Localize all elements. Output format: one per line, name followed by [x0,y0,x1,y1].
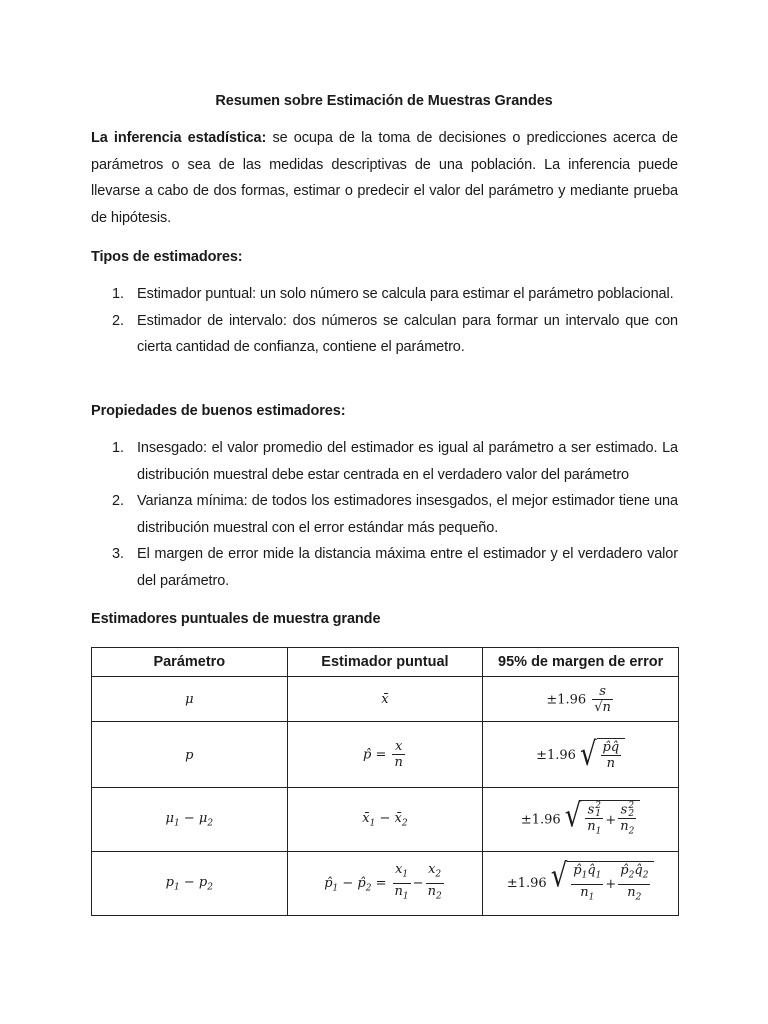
propiedades-list [91,435,678,594]
list-item: 2. Estimador de intervalo: dos números se calculan para formar un intervalo que con cierta cantidad de confianza, contiene el parámetro. [112,312,678,355]
estimador-cell: $p̂_1$ − $p̂_2$ = $\frac{x_1}{n_1}$ − $\frac{x_2}{n_2}$ [287,852,483,916]
tipos-list [91,281,678,361]
table-row [92,722,679,788]
estimators-table [91,647,679,916]
document-title: Resumen sobre Estimación de Muestras Grandes [215,93,553,109]
column-header: Parámetro [92,648,288,677]
parametro-cell: p [92,722,288,788]
intro-text: se ocupa de la toma de decisiones o predicciones acerca de parámetros o sea de las medidas descriptivas de una población. La inferencia puede llevarse a cabo de dos formas, estimar o predecir el valor del parámetro y mediante prueba de hipótesis. [91,130,678,226]
margen-cell: ±1.96 $\frac{s}{√n}$ [483,677,679,722]
estimador-cell: $x̄_1$ − $x̄_2$ [287,788,483,852]
column-header: Estimador puntual [287,648,483,677]
intro-label: La inferencia estadística: [91,130,267,146]
table-row [92,677,679,722]
table-heading: Estimadores puntuales de muestra grande [91,611,381,627]
estimador-cell: x̄ [287,677,483,722]
table-row [92,852,679,916]
list-item: 3. El margen de error mide la distancia máxima entre el estimador y el verdadero valor del parámetro. [112,546,678,589]
intro-paragraph [91,125,678,231]
margen-cell: ±1.96 √ s 2 1 $n_1$ + s 2 2 $n_2$ [483,788,679,852]
estimador-cell: p̂ = $\frac{x}{n}$ [287,722,483,788]
parametro-cell: μ [92,677,288,722]
list-item: 1. Estimador puntual: un solo número se calcula para estimar el parámetro poblacional. [112,286,674,302]
list-item: 1. Insesgado: el valor promedio del estimador es igual al parámetro a ser estimado. La distribución muestral debe estar centrada en el verdadero valor del parámetro [112,440,678,483]
margen-cell: ±1.96 √ $\frac{p̂q̂}{n}$ [483,722,679,788]
table-row [92,788,679,852]
list-item: 2. Varianza mínima: de todos los estimadores insesgados, el mejor estimador tiene una distribución muestral con el error estándar más pequeño. [112,493,678,536]
parametro-cell: $\mu_1 - \mu_2$ [92,788,288,852]
parametro-cell: $p_1 - p_2$ [92,852,288,916]
table-header-row [92,648,679,677]
margen-cell: ±1.96 √ $\frac{p̂_1q̂_1}{n_1}$ + $\frac{p̂_2q̂_2}{n_2}$ [483,852,679,916]
propiedades-heading: Propiedades de buenos estimadores: [91,403,346,419]
column-header: 95% de margen de error [483,648,679,677]
tipos-heading: Tipos de estimadores: [91,249,243,265]
